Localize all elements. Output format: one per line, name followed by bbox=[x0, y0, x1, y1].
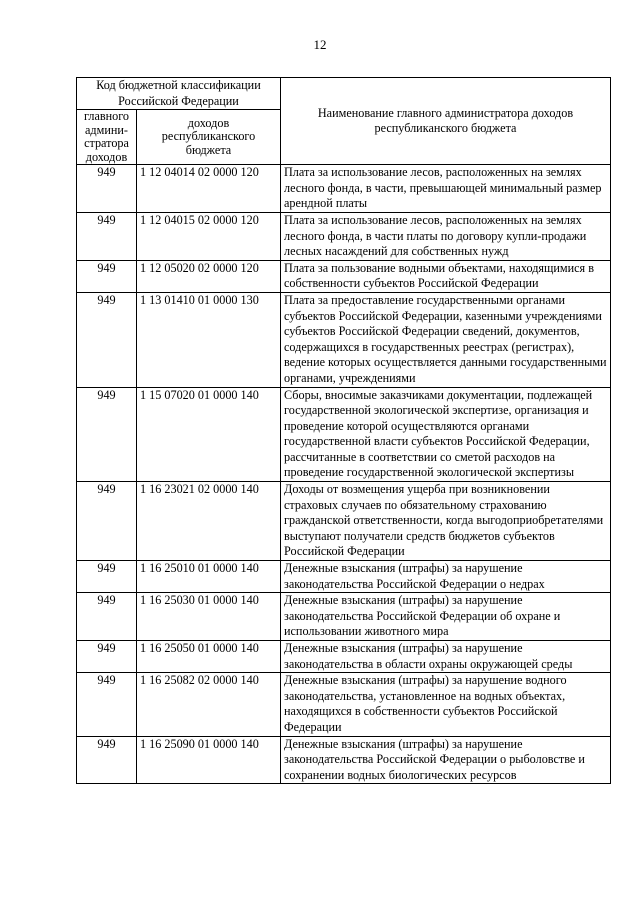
table-row bbox=[77, 736, 611, 784]
table-row bbox=[77, 387, 611, 482]
revenue-code-cell: 1 16 23021 02 0000 140 bbox=[137, 482, 281, 561]
table-row bbox=[77, 673, 611, 736]
admin-code-cell: 949 bbox=[77, 212, 137, 260]
budget-classification-table bbox=[76, 77, 611, 784]
revenue-name-cell: Денежные взыскания (штрафы) за нарушение законодательства Российской Федерации об охране и использовании животного мира bbox=[281, 593, 611, 641]
table-row bbox=[77, 641, 611, 673]
revenue-code-cell: 1 16 25030 01 0000 140 bbox=[137, 593, 281, 641]
admin-code-cell: 949 bbox=[77, 482, 137, 561]
table-row bbox=[77, 593, 611, 641]
revenue-code-cell: 1 12 04015 02 0000 120 bbox=[137, 212, 281, 260]
revenue-name-cell: Денежные взыскания (штрафы) за нарушение законодательства Российской Федерации о недрах bbox=[281, 561, 611, 593]
header-revenue-code: доходов республиканского бюджета bbox=[137, 110, 281, 165]
revenue-code-cell: 1 12 05020 02 0000 120 bbox=[137, 260, 281, 292]
revenue-code-cell: 1 12 04014 02 0000 120 bbox=[137, 165, 281, 213]
table-row bbox=[77, 260, 611, 292]
admin-code-cell: 949 bbox=[77, 673, 137, 736]
admin-code-cell: 949 bbox=[77, 260, 137, 292]
revenue-name-cell: Плата за использование лесов, расположенных на землях лесного фонда, в части, превышающей минимальный размер арендной платы bbox=[281, 165, 611, 213]
revenue-name-cell: Сборы, вносимые заказчиками документации, подлежащей государственной экологической экспертизе, организация и проведение которой осуществляются органами государственной власти субъектов Российской Федерации, рассчитанные в соответствии со сметой расходов на проведение государственной экологической экспертизы bbox=[281, 387, 611, 482]
table-row bbox=[77, 561, 611, 593]
revenue-name-cell: Плата за предоставление государственными органами субъектов Российской Федерации, казенными учреждениями субъектов Российской Федерации сведений, документов, содержащихся в государственных реестрах (регистрах), ведение которых осуществляется данными государственными органами, учреждениями bbox=[281, 292, 611, 387]
revenue-code-cell: 1 16 25090 01 0000 140 bbox=[137, 736, 281, 784]
revenue-name-cell: Денежные взыскания (штрафы) за нарушение водного законодательства, установленное на водных объектах, находящихся в собственности субъектов Российской Федерации bbox=[281, 673, 611, 736]
revenue-name-cell: Денежные взыскания (штрафы) за нарушение законодательства в области охраны окружающей среды bbox=[281, 641, 611, 673]
header-administrator-name: Наименование главного администратора доходов республиканского бюджета bbox=[281, 78, 611, 165]
revenue-code-cell: 1 16 25010 01 0000 140 bbox=[137, 561, 281, 593]
table-row bbox=[77, 165, 611, 213]
revenue-name-cell: Плата за пользование водными объектами, находящимися в собственности субъектов Российской Федерации bbox=[281, 260, 611, 292]
admin-code-cell: 949 bbox=[77, 561, 137, 593]
header-main-administrator: главного админи-стратора доходов bbox=[77, 110, 137, 165]
revenue-name-cell: Доходы от возмещения ущерба при возникновении страховых случаев по обязательному страхованию гражданской ответственности, когда выгодоприобретателями выступают получатели средств бюджетов субъектов Российской Федерации bbox=[281, 482, 611, 561]
table-row bbox=[77, 212, 611, 260]
admin-code-cell: 949 bbox=[77, 736, 137, 784]
table-row bbox=[77, 292, 611, 387]
revenue-code-cell: 1 16 25050 01 0000 140 bbox=[137, 641, 281, 673]
admin-code-cell: 949 bbox=[77, 387, 137, 482]
table-body bbox=[77, 165, 611, 784]
admin-code-cell: 949 bbox=[77, 641, 137, 673]
admin-code-cell: 949 bbox=[77, 165, 137, 213]
table-row bbox=[77, 482, 611, 561]
revenue-code-cell: 1 13 01410 01 0000 130 bbox=[137, 292, 281, 387]
page-number: 12 bbox=[313, 37, 327, 52]
admin-code-cell: 949 bbox=[77, 593, 137, 641]
revenue-name-cell: Плата за использование лесов, расположенных на землях лесного фонда, в части платы по договору купли-продажи лесных насаждений для собственных нужд bbox=[281, 212, 611, 260]
table-header bbox=[77, 78, 611, 165]
revenue-name-cell: Денежные взыскания (штрафы) за нарушение законодательства Российской Федерации о рыболовстве и сохранении водных биологических ресурсов bbox=[281, 736, 611, 784]
admin-code-cell: 949 bbox=[77, 292, 137, 387]
revenue-code-cell: 1 15 07020 01 0000 140 bbox=[137, 387, 281, 482]
revenue-code-cell: 1 16 25082 02 0000 140 bbox=[137, 673, 281, 736]
header-budget-classification-code: Код бюджетной классификации Российской Федерации bbox=[77, 78, 281, 110]
